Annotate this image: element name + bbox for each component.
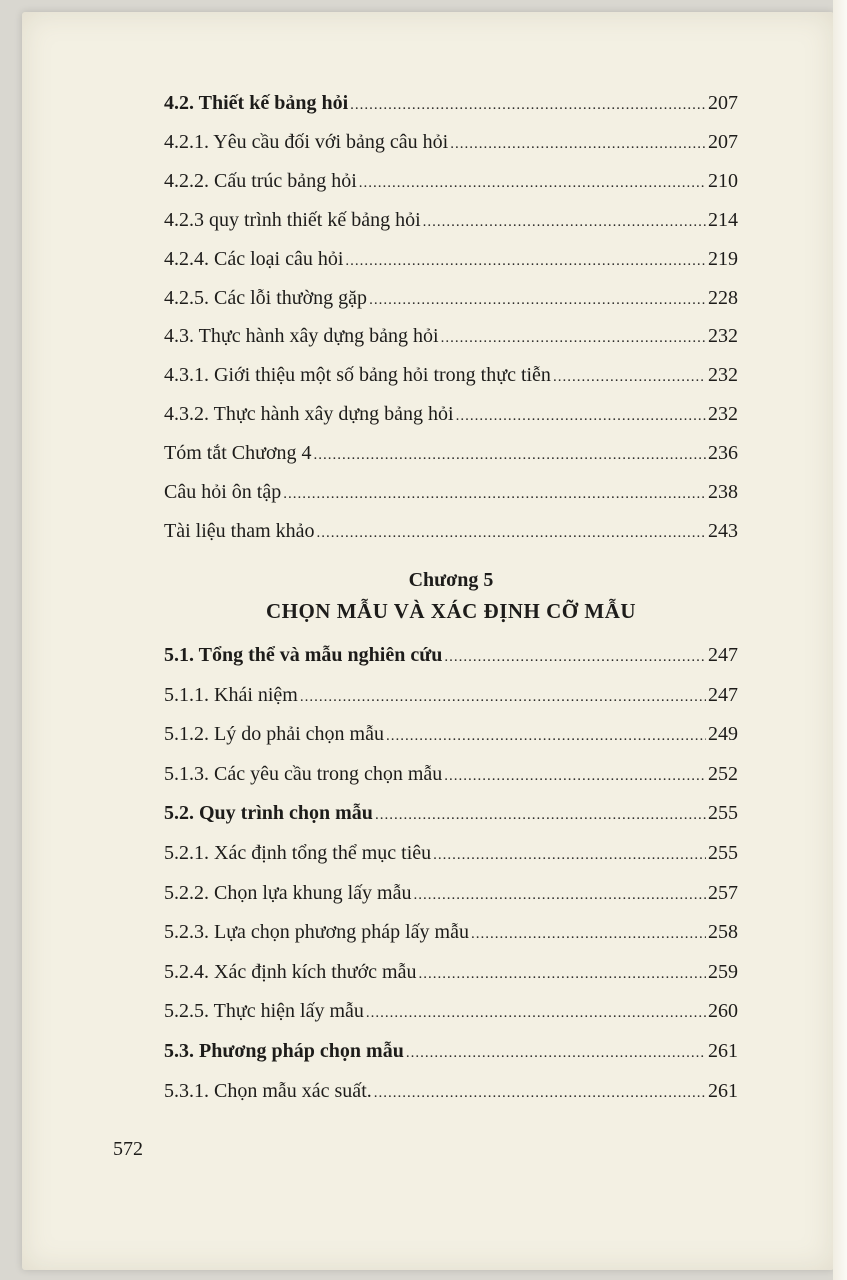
toc-leader-dots [350,90,706,120]
toc-entry-title: 5.2.4. Xác định kích thước mẫu [164,960,417,983]
toc-entry-title: Tài liệu tham khảo [164,519,315,542]
toc-leader-dots [471,919,706,949]
toc-entry [164,1036,738,1066]
toc-entry-title: 4.2.4. Các loại câu hỏi [164,247,344,270]
toc-entry-title: 4.3. Thực hành xây dựng bảng hỏi [164,325,439,348]
toc-entry-title: 5.1. Tổng thể và mẫu nghiên cứu [164,644,443,666]
toc-leader-dots [366,998,706,1028]
toc-leader-dots [456,401,706,431]
page-number: 572 [113,1138,143,1160]
toc-entry [164,477,738,507]
toc-leader-dots [423,207,706,237]
toc-entry-title: 5.2.2. Chọn lựa khung lấy mẫu [164,881,412,904]
page-edge [833,0,847,1280]
toc-leader-dots [553,362,706,392]
toc-leader-dots [375,800,706,830]
toc-entry-page: 261 [708,1079,738,1102]
toc-entry [164,838,738,868]
toc-entry-page: 255 [708,802,738,825]
toc-entry [164,283,738,313]
toc-entry-title: 4.2.3 quy trình thiết kế bảng hỏi [164,208,421,231]
toc-entry-page: 258 [708,921,738,944]
toc-leader-dots [406,1038,706,1068]
toc-entry [164,438,738,468]
toc-entry-title: 4.3.1. Giới thiệu một số bảng hỏi trong thực tiễn [164,364,551,387]
toc-entry-page: 261 [708,1040,738,1062]
toc-entry [164,127,738,157]
toc-entry-title: 5.1.1. Khái niệm [164,683,298,706]
toc-entry [164,759,738,789]
toc-entry [164,88,738,118]
toc-leader-dots [317,518,706,548]
toc-entry-title: 4.2.2. Cấu trúc bảng hỏi [164,169,357,192]
toc-entry-page: 238 [708,481,738,503]
toc-entry [164,917,738,947]
toc-entry-page: 219 [708,247,738,270]
toc-entry-title: 5.3.1. Chọn mẫu xác suất. [164,1079,372,1102]
toc-entry [164,321,738,351]
toc-leader-dots [300,682,706,712]
toc-entry-page: 249 [708,723,738,746]
toc-leader-dots [345,246,706,276]
toc-entry-page: 257 [708,881,738,904]
toc-entry-page: 232 [708,403,738,426]
toc-entry-title: 5.3. Phương pháp chọn mẫu [164,1040,404,1062]
toc-entry [164,957,738,987]
toc-entry-title: 5.1.3. Các yêu cầu trong chọn mẫu [164,762,443,785]
toc-entry [164,798,738,828]
toc-entry-page: 243 [708,519,738,542]
chapter-title: CHỌN MẪU VÀ XÁC ĐỊNH CỠ MẪU [265,599,637,623]
toc-entry-title: 5.2. Quy trình chọn mẫu [164,802,373,825]
toc-entry [164,244,738,274]
toc-entry [164,1076,738,1106]
toc-entry-page: 247 [708,644,738,666]
toc-leader-dots [444,761,706,791]
toc-entry-page: 252 [708,762,738,785]
toc-entry-page: 207 [708,130,738,153]
toc-entry [164,878,738,908]
toc-leader-dots [369,285,706,315]
chapter-number: Chương 5 [408,569,494,591]
toc-entry-title: Câu hỏi ôn tập [164,481,282,503]
toc-leader-dots [359,168,706,198]
toc-entry-title: 5.2.3. Lựa chọn phương pháp lấy mẫu [164,921,469,944]
toc-entry-title: 4.3.2. Thực hành xây dựng bảng hỏi [164,403,454,426]
toc-leader-dots [441,323,706,353]
toc-leader-dots [444,642,706,672]
toc-leader-dots [283,479,706,509]
toc-entry [164,996,738,1026]
toc-entry [164,166,738,196]
toc-leader-dots [433,840,706,870]
toc-leader-dots [314,440,706,470]
toc-leader-dots [386,721,706,751]
toc-entry-title: 4.2.1. Yêu cầu đối với bảng câu hỏi [164,130,449,153]
toc-entry [164,680,738,710]
toc-entry [164,399,738,429]
toc-entry-page: 236 [708,442,738,465]
toc-entry [164,719,738,749]
toc-entry-page: 214 [708,208,738,231]
toc-entry-title: Tóm tắt Chương 4 [164,442,312,465]
toc-entry [164,640,738,670]
toc-entry-title: 4.2.5. Các lỗi thường gặp [164,286,368,309]
toc-entry-page: 255 [708,842,738,864]
toc-entry-page: 207 [708,92,738,114]
toc-entry-title: 4.2. Thiết kế bảng hỏi [164,92,349,114]
toc-entry-page: 260 [708,1000,738,1023]
toc-leader-dots [450,129,706,159]
toc-leader-dots [374,1078,706,1108]
toc-entry-page: 232 [708,325,738,348]
toc-entry-page: 259 [708,960,738,983]
toc-entry-page: 228 [708,286,738,309]
toc-entry-title: 5.1.2. Lý do phải chọn mẫu [164,723,384,746]
toc-entry [164,205,738,235]
toc-entry-title: 5.2.5. Thực hiện lấy mẫu [164,1000,364,1023]
toc-leader-dots [413,880,706,910]
toc-entry-page: 232 [708,364,738,387]
toc-leader-dots [418,959,706,989]
toc-entry [164,516,738,546]
toc-entry-page: 247 [708,683,738,706]
toc-entry [164,360,738,390]
toc-entry-page: 210 [708,169,738,192]
toc-entry-title: 5.2.1. Xác định tổng thể mục tiêu [164,842,432,864]
